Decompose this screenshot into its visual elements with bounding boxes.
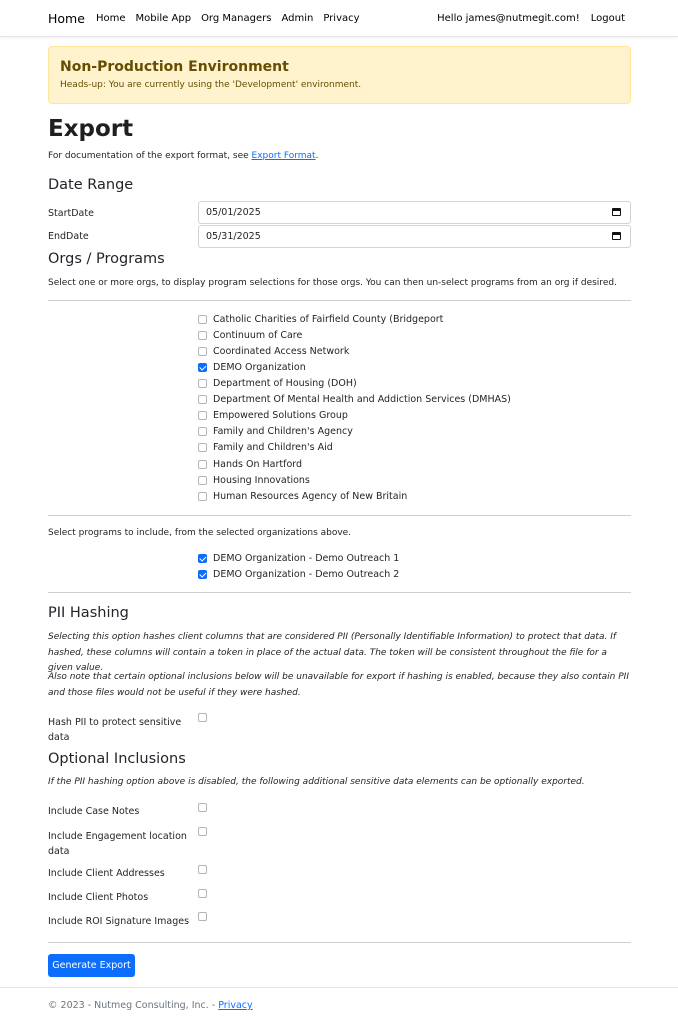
nav-link-home[interactable]: Home [96,13,126,24]
nav-link-privacy[interactable]: Privacy [323,13,360,24]
hash-pii-checkbox[interactable] [198,713,207,722]
top-navbar [0,0,678,37]
org-label: Family and Children's Agency [213,425,353,437]
checkbox[interactable] [198,460,207,469]
divider [48,942,631,943]
org-checkbox-row[interactable] [198,440,333,454]
logout-link[interactable]: Logout [590,13,625,24]
org-checkbox-row[interactable] [198,328,302,342]
end-date-input[interactable] [198,225,631,248]
program-checkbox-row[interactable] [198,551,399,565]
org-label: Hands On Hartford [213,458,303,470]
start-date-value: 05/01/2025 [206,207,261,218]
case-notes-label: Include Case Notes [48,806,140,817]
org-label: Housing Innovations [213,474,310,486]
generate-export-button[interactable]: Generate Export [48,954,135,977]
user-greeting-link[interactable]: Hello james@nutmegit.com! [437,13,580,24]
date-range-heading: Date Range [48,177,134,193]
checkbox[interactable] [198,427,207,436]
calendar-icon[interactable] [612,208,621,216]
org-label: Empowered Solutions Group [213,409,348,421]
org-label: Continuum of Care [213,329,303,341]
client-photos-checkbox[interactable] [198,889,207,898]
alert-text: Heads-up: You are currently using the 'Development' environment. [60,80,362,90]
org-label: Coordinated Access Network [213,345,350,357]
divider [48,515,631,516]
checkbox[interactable] [198,395,207,404]
checkbox[interactable] [198,363,207,372]
org-checkbox-row[interactable] [198,408,348,422]
engagement-location-checkbox[interactable] [198,827,207,836]
program-label: DEMO Organization - Demo Outreach 1 [213,552,400,564]
alert-title: Non-Production Environment [60,59,289,75]
org-checkbox-row[interactable] [198,392,511,406]
hash-pii-label: Hash PII to protect sensitive data [48,717,182,743]
nav-link-org-managers[interactable]: Org Managers [201,13,272,24]
optional-inclusions-heading: Optional Inclusions [48,751,186,767]
org-checkbox-row[interactable] [198,457,302,471]
navbar-brand[interactable]: Home [48,11,85,26]
checkbox[interactable] [198,570,207,579]
doc-text-prefix: For documentation of the export format, see [48,151,252,161]
orgs-help-text: Select one or more orgs, to display program selections for those orgs. You can then un-select programs from an org if desired. [48,278,617,288]
checkbox[interactable] [198,492,207,501]
optional-note: If the PII hashing option above is disabled, the following additional sensitive data elements can be optionally exported. [48,777,585,787]
programs-help-text: Select programs to include, from the selected organizations above. [48,528,352,538]
pii-hashing-heading: PII Hashing [48,605,129,621]
export-format-link[interactable]: Export Format [251,151,316,161]
start-date-label: StartDate [48,208,94,219]
org-checkbox-row[interactable] [198,489,407,503]
roi-signatures-checkbox[interactable] [198,912,207,921]
org-label: Family and Children's Aid [213,441,333,453]
org-checkbox-row[interactable] [198,312,443,326]
org-checkbox-row[interactable] [198,473,310,487]
client-addresses-label: Include Client Addresses [48,868,165,879]
footer-divider [0,987,678,988]
checkbox[interactable] [198,554,207,563]
program-checkbox-row[interactable] [198,567,399,581]
checkbox[interactable] [198,347,207,356]
nav-links [96,13,360,24]
org-label: Catholic Charities of Fairfield County (Bridgeport [213,313,444,325]
doc-text-suffix: . [315,151,319,161]
program-label: DEMO Organization - Demo Outreach 2 [213,568,400,580]
client-addresses-checkbox[interactable] [198,865,207,874]
pii-note-1: Selecting this option hashes client columns that are considered PII (Personally Identifiable Information) to protect that data. If hashed, these columns will contain a token in place of the actual data. The token will be consistent throughout the file for a given value. [48,632,617,673]
org-checkbox-row[interactable] [198,424,353,438]
org-label: DEMO Organization [213,361,306,373]
org-checkbox-row[interactable] [198,360,306,374]
checkbox[interactable] [198,331,207,340]
environment-alert [48,46,631,104]
checkbox[interactable] [198,443,207,452]
page-title: Export [48,116,134,142]
checkbox[interactable] [198,315,207,324]
org-checkbox-row[interactable] [198,344,349,358]
org-checkbox-row[interactable] [198,376,357,390]
end-date-value: 05/31/2025 [206,231,261,242]
calendar-icon[interactable] [612,232,621,240]
orgs-programs-heading: Orgs / Programs [48,251,165,267]
nav-link-admin[interactable]: Admin [281,13,314,24]
checkbox[interactable] [198,476,207,485]
org-label: Department Of Mental Health and Addiction Services (DMHAS) [213,393,511,405]
footer-copyright: © 2023 - Nutmeg Consulting, Inc. - [48,1000,219,1011]
client-photos-label: Include Client Photos [48,892,149,903]
footer-privacy-link[interactable]: Privacy [218,1000,253,1011]
checkbox[interactable] [198,411,207,420]
divider [48,300,631,301]
nav-link-mobile-app[interactable]: Mobile App [135,13,192,24]
divider [48,592,631,593]
checkbox[interactable] [198,379,207,388]
roi-signatures-label: Include ROI Signature Images [48,916,190,927]
org-label: Human Resources Agency of New Britain [213,490,408,502]
footer [48,1000,253,1011]
start-date-input[interactable] [198,201,631,224]
org-label: Department of Housing (DOH) [213,377,357,389]
case-notes-checkbox[interactable] [198,803,207,812]
nav-user-area [437,13,625,24]
doc-text [48,151,318,161]
engagement-location-label: Include Engagement location data [48,831,187,857]
end-date-label: EndDate [48,231,89,242]
pii-note-2: Also note that certain optional inclusions below will be unavailable for export if hashing is enabled, because they also contain PII and those files would not be useful if they were hashed. [48,672,629,698]
